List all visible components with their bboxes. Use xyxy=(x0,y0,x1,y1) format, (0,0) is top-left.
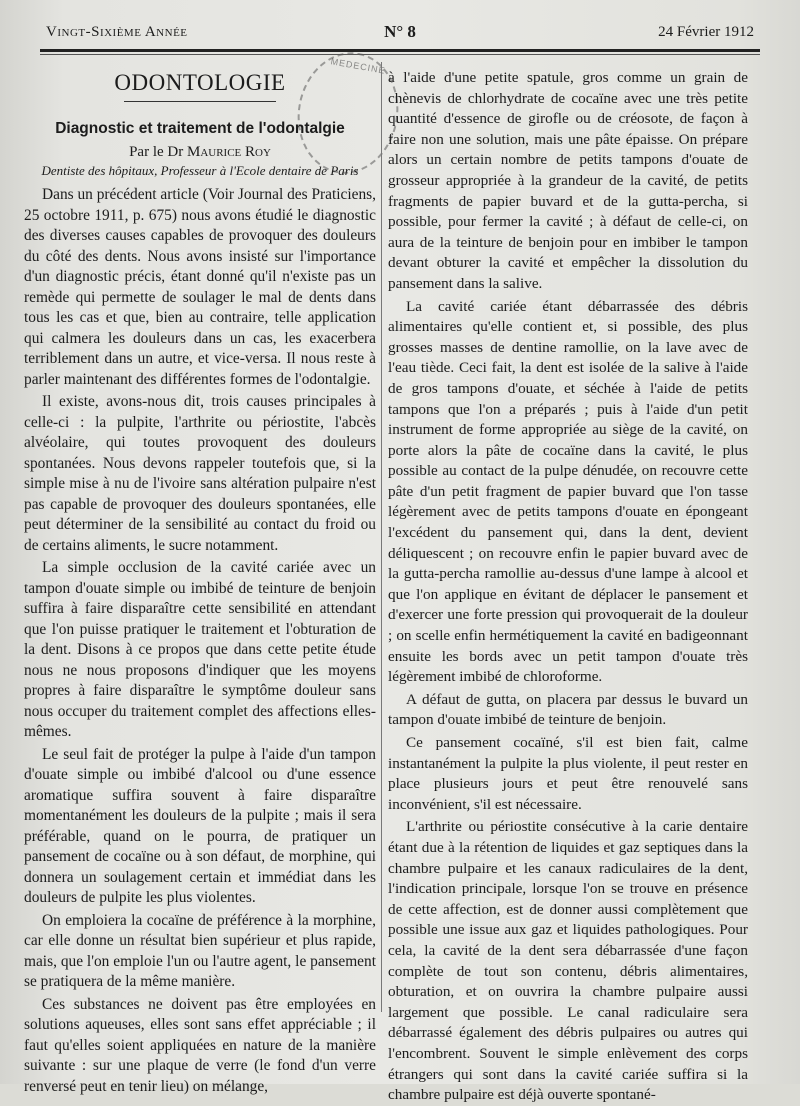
header-issue-number: N° 8 xyxy=(384,22,416,41)
right-column xyxy=(388,68,748,1106)
paragraph: à l'aide d'une petite spatule, gros comme un grain de chènevis de chlorhydrate de cocaïne avec une très petite quantité d'essence de girofle ou de créosote, de façon à faire non une solution, mais une pâte épaisse. On prépare alors un certain nombre de petits tampons d'ouate de grosseur appropriée à la grandeur de la cavité, de petits fragments de papier buvard et de la gutta-percha, si possible, pour fermer la cavité ; à défaut de celle-ci, on aura de la teinture de benjoin pour en imbiber le tampon devant obturer la cavité et empêcher la dissolution du pansement dans la salive. xyxy=(388,69,748,292)
paragraph: Il existe, avons-nous dit, trois causes principales à celle-ci : la pulpite, l'arthrite ou périostite, l'abcès alvéolaire, qui toutes provoquent des douleurs spontanées. Nous devons rappeler toutefois que, si la simple mise à nu de l'ivoire sans altération pulpaire n'est pas capable de provoquer des douleurs spontanées, elle peut déterminer de la sensibilité au contact du froid ou de certains aliments, le sucre notamment. xyxy=(24,393,376,554)
left-column xyxy=(24,62,376,1097)
byline-prefix: Par le Dr xyxy=(129,144,184,160)
paragraph: Le seul fait de protéger la pulpe à l'aide d'un tampon d'ouate simple ou imbibé d'alcool ou d'une essence aromatique suffira souvent à faire disparaître momentanément les douleurs de la pulpite ; mais il sera préférable, quand on le pourra, de pratiquer un pansement de cocaïne ou à son défaut, de morphine, qui donnera un soulagement certain et immédiat dans les douleurs de pulpite les plus violentes. xyxy=(24,745,376,906)
header-volume: Vingt-Sixième Année xyxy=(46,24,188,40)
byline xyxy=(24,144,376,161)
paragraph: Ces substances ne doivent pas être employées en solutions aqueuses, elles sont sans effet appréciable ; il faut qu'elles soient appliquées en nature de la manière suivante : sur une plaque de verre (le fond d'un verre renversé peut en tenir lieu) on mélange, xyxy=(24,995,376,1095)
author-affiliation: Dentiste des hôpitaux, Professeur à l'Ecole dentaire de Paris xyxy=(41,163,359,178)
paragraph: La simple occlusion de la cavité cariée avec un tampon d'ouate simple ou imbibé de teinture de benjoin suffira à faire disparaître cette sensibilité en attendant que l'on puisse pratiquer le traitement et l'obturation de la dent. Disons à ce propos que dans cette petite étude nous ne nous proposons d'indiquer que les moyens propres à faire disparaître le symptôme douleur sans nous occuper du traitement complet des affections elles-mêmes. xyxy=(24,559,376,740)
header-rule xyxy=(40,49,760,52)
header-rule-thin xyxy=(40,54,760,55)
stamp-text: MEDECINE xyxy=(329,56,387,76)
running-header xyxy=(46,22,754,44)
paragraph: A défaut de gutta, on placera par dessus le buvard un tampon d'ouate imbibé de teinture de benjoin. xyxy=(388,690,748,729)
header-date: 24 Février 1912 xyxy=(658,24,754,40)
paragraph: Ce pansement cocaïné, s'il est bien fait, calme instantanément la pulpite la plus violente, il peut rester en place plusieurs jours et peut être renouvelé sans inconvénient, s'il est nécessaire. xyxy=(388,734,748,813)
paragraph: L'arthrite ou périostite consécutive à la carie dentaire étant due à la rétention de liquides et gaz septiques dans la chambre pulpaire et les canaux radiculaires de la dent, l'indication principale, lorsque l'on se trouve en présence de cette affection, est de donner aussi complètement que possible une issue aux gaz et liquides pathologiques. Pour cela, la cavité de la dent sera débarrassée d'une façon complète de tout son contenu, débris alimentaires, obturation, et on ouvrira la chambre pulpaire aussi largement que possible. Le canal radiculaire sera débarrassé également des débris pulpaires ou autres qui l'encombrent. Souvent le simple enlèvement des corps étrangers qui sont dans la cavité cariée suffira si la chambre pulpaire est déjà ouverte spontané- xyxy=(388,818,748,1104)
column-divider xyxy=(381,62,382,1012)
paragraph: La cavité cariée étant débarrassée des débris alimentaires qu'elle contient et, si possible, des plus grosses masses de dentine ramollie, on la lave avec de l'eau tiède. Ceci fait, la dent est isolée de la salive à l'aide de gros tampons d'ouate, et séchée à l'aide de petits tampons que l'on a préparés ; puis à l'aide d'un petit instrument de forme appropriée au siège de la cavité, on porte alors la pâte de cocaïne dans la cavité, le plus possible au contact de la pulpe dénudée, on recouvre cette pâte d'un petit fragment de papier buvard que l'on tasse légèrement avec de petits tampons d'ouate en épongeant l'excédent du pansement qui, dans la dent, devient déliquescent ; on recouvre enfin le papier buvard avec de la gutta-percha ramollie au-dessus d'une lampe à alcool et que l'on applique en évitant de déplacer le pansement et d'exercer une forte pression qui provoquerait de la douleur ; on scelle enfin hermétiquement la cavité en badigeonnant ensuite les bords avec un petit tampon d'ouate très légèrement imbibé de chloroforme. xyxy=(388,297,748,686)
section-title: ODONTOLOGIE xyxy=(24,70,376,100)
author-name: Maurice Roy xyxy=(186,144,271,160)
paragraph: On emploiera la cocaïne de préférence à la morphine, car elle donne un résultat bien supérieur et plus rapide, mais, que l'on emploie l'un ou l'autre agent, le pansement se pratiquera de la même manière. xyxy=(24,911,376,990)
article-title: Diagnostic et traitement de l'odontalgie xyxy=(55,120,345,137)
paragraph: Dans un précédent article (Voir Journal des Praticiens, 25 octobre 1911, p. 675) nous avons étudié le diagnostic des diverses causes capables de provoquer des douleurs du côté des dents. Nous avons insisté sur l'importance d'un diagnostic précis, étant donné qu'il n'existe pas un remède qui permette de soulager le mal de dents dans tous les cas et que, bien au contraire, telle application qui calmera les douleurs dans un cas, les exacerbera terriblement dans un autre, et vice-versa. Il nous reste à parler maintenant des différentes formes de l'odontalgie. xyxy=(24,186,376,388)
